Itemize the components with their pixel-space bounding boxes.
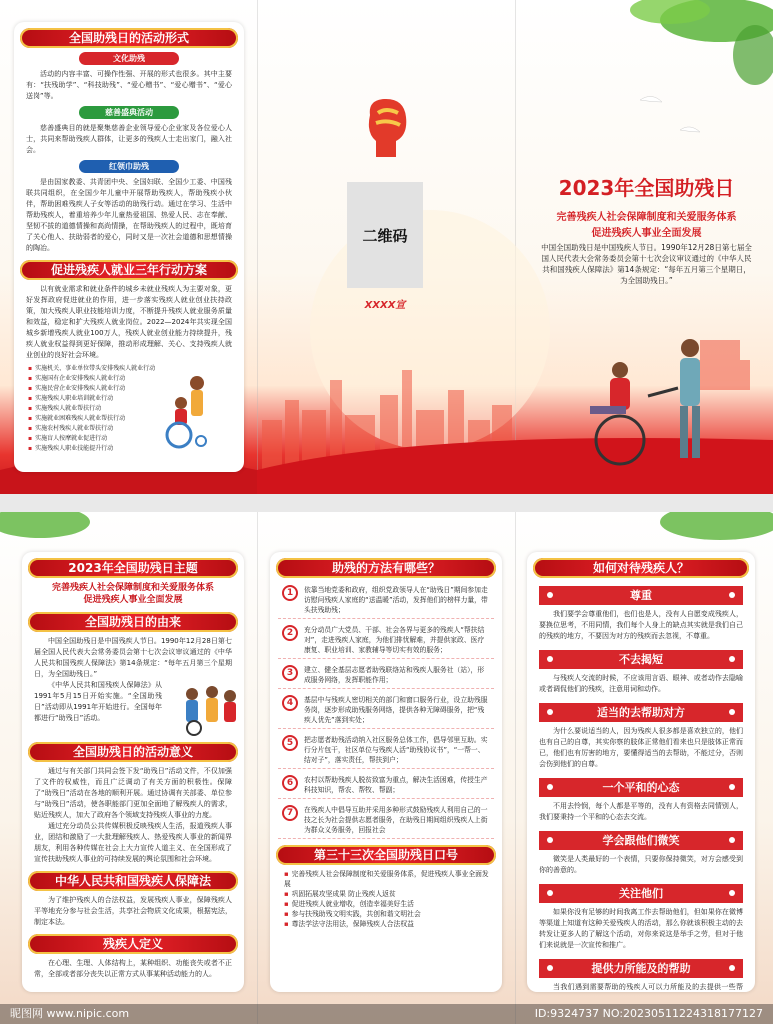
section-title: 全国助残日的由来 [28, 612, 238, 632]
fist-logo-icon [360, 95, 412, 165]
paragraph: 以有就业需求和就业条件的城乡未就业残疾人为主要对象，更好发挥政府促进就业的作用，进一步落实残疾人就业创业扶持政策，加大残疾人职业技能培训力度，不断提升残疾人就业服务质量和效益，稳定和扩大残疾人就业岗位。2022—2024年共实现全国城乡新增残疾人就业100万人，残疾人就业创业能力持续提升，残疾人就业权益得到更好保障，推动形成理解、关心、支持残疾人就业创业的良好社会环境。 [26, 285, 232, 359]
section-title: 残疾人定义 [28, 934, 238, 954]
family-illustration [174, 680, 244, 736]
wheelchair-helper-illustration [550, 336, 750, 486]
section-title: 第三十三次全国助残日口号 [276, 845, 496, 865]
subsection-heading: 不去揭短 [539, 650, 743, 669]
subsection-pill: 文化助残 [79, 52, 179, 65]
step-text: 充分动员广大党员、干部、社会各界与更多的残疾人“帮扶结对”，走进残疾人家庭，为他们排忧解难，并提供家政、医疗康复、职业培训、家教辅导等切实有效的服务； [304, 626, 485, 654]
section-title: 2023年全国助残日主题 [28, 558, 238, 578]
method-item [278, 802, 494, 839]
paragraph: 在心理、生理、人体结构上，某种组织、功能丧失或者不正常，全部或者部分丧失以正常方式从事某种活动能力的人。 [34, 959, 232, 978]
watermark-left: 昵图网 www.nipic.com [10, 1007, 130, 1020]
step-text: 基层中与残疾人密切相关的部门和窗口服务行业，设立助残服务岗，逐步形成助残服务网络，提供各种无障碍服务，把“残疾人优先”落到实处； [304, 696, 488, 724]
treatment-panel [527, 552, 755, 992]
list-item: ▪ 实施就业困难残疾人就业帮扶行动 [28, 414, 155, 424]
theme-panel [22, 552, 244, 992]
qr-code-placeholder: 二维码 [347, 182, 423, 288]
section-title: 全国助残日的活动意义 [28, 742, 238, 762]
list-item: ▪ 实施残疾人职业技能提升行动 [28, 444, 155, 454]
wheelchair-illustration [161, 369, 221, 449]
step-number: 6 [282, 775, 298, 791]
paragraph: 为什么要说适当的人，因为残疾人很多都是喜欢独立的，他们也有自己的自尊，其实你察的肢体正常他们看来也只是肢体正常而已，他们也有厉害的地方，要懂得适当的去帮助，不能过分，否则会伤到他们的自尊。 [539, 727, 743, 768]
slogan-list [270, 869, 502, 929]
paragraph: 通过充分动员公共传媒积极反映残疾人生活，报道残疾人事业，团结和激励了一大批理解残疾人、热爱残疾人事业的新闻界朋友，利用各种传媒在社会上大力宣传人道主义、在全国形成了宣传扶助残疾人事业的可持续发展的舆论氛围和社会环境。 [34, 822, 232, 863]
step-number: 3 [282, 665, 298, 681]
step-text: 把志愿者助残活动纳入社区服务总体工作，倡导邻里互助。实行分片包干，社区单位与残疾人活“助残协议书”，“一帮一、结对子”，落实责任，帮扶到户； [304, 736, 488, 764]
fold-line [257, 512, 258, 1024]
paragraph: 我们要学会尊重他们，也们也是人，没有人自愿变成残疾人，要换位思考，不用同情，我们每个人身上的缺点其实就是我们自己的残疾的地方，不要因为对方的残疾而去忽视，不尊重。 [539, 610, 743, 640]
step-number: 7 [282, 805, 298, 821]
organization-label: XXXX宣 [364, 300, 406, 311]
subsection-heading: 提供力所能及的帮助 [539, 959, 743, 978]
list-item: ▪ 实施农村残疾人就业帮扶行动 [28, 424, 155, 434]
section-title: 中华人民共和国残疾人保障法 [28, 871, 238, 891]
list-item: ▪ 实施残疾人职业培训就业行动 [28, 394, 155, 404]
subsection-pill: 慈善盛典活动 [79, 106, 179, 119]
method-item [278, 582, 494, 619]
paragraph: 是由国家教委、共青团中央、全国妇联、全国少工委、中国残联共同组织，在全国少年儿童中开展帮助残疾人，帮助残疾小伙伴，帮助困难残疾人子女等活动的助残行动。通过在学习、生活中帮助残疾人，着重培养少年儿童热爱祖国、热爱人民、志在奉献、坚韧不拔的道德情操和高尚情操，在帮助残疾人的过程中，既培育了关心他人、扶助弱者的爱心，同时又是一次社会道德和思想情操的陶冶。 [26, 178, 232, 252]
leaves-doves-graphic [520, 0, 773, 140]
subsection-heading: 适当的去帮助对方 [539, 703, 743, 722]
method-item [278, 732, 494, 769]
section-title: 全国助残日的活动形式 [20, 28, 238, 48]
method-item [278, 622, 494, 659]
step-text: 依靠当地党委和政府，组织党政领导人在“助残日”期间参加走访慰问残疾人家庭的“送温暖”活动，发挥他们的榜样力量，带头扶残助残； [304, 586, 488, 614]
method-item [278, 772, 494, 799]
slogan-item: ▪ 巩固拓展攻坚成果 防止残疾人返贫 [284, 889, 494, 899]
paragraph: 为了维护残疾人的合法权益，发展残疾人事业，保障残疾人平等地充分参与社会生活，共享社会物质文化成果，根据宪法，制定本法。 [34, 896, 232, 926]
brochure-inside [0, 512, 773, 1024]
cover-subtitle: 促进残疾人事业全面发展 [591, 228, 702, 239]
step-number: 1 [282, 585, 298, 601]
watermark-right: ID:9324737 NO:20230511224318177127 [534, 1007, 763, 1020]
slogan-item: ▪ 参与扶残助残文明实践，共创和谐文明社会 [284, 909, 494, 919]
subsection-pill: 红领巾助残 [79, 160, 179, 173]
section-title: 如何对待残疾人？ [533, 558, 749, 578]
brochure-outside [0, 0, 773, 494]
activity-forms-panel [14, 22, 244, 472]
cover-title: 2023年全国助残日 [558, 176, 735, 200]
step-number: 5 [282, 735, 298, 751]
methods-panel [270, 552, 502, 992]
cover-intro-text: 中国全国助残日是中国残疾人节日。1990年12月28日第七届全国人民代表大会常务委员会第十七次会议审议通过的《中华人民共和国残疾人保障法》第14条规定：“每年五月第三个星期日，为全国助残日。” [541, 243, 752, 285]
paragraph: 如果你没有足够的时间我离工作去帮助他们，但如果你在微博等渠道上知道有这种关爱残疾人的活动，那么你就该积极主动的去转发让更多人的了解这个活动，对你来说这是举手之劳，但对于他们来说就是一次宣传和推广。 [539, 908, 743, 949]
section-title: 促进残疾人就业三年行动方案 [20, 260, 238, 280]
subsection-heading: 关注他们 [539, 884, 743, 903]
step-number: 2 [282, 625, 298, 641]
list-item: ▪ 实施国有企业安排残疾人就业行动 [28, 374, 155, 384]
paragraph: 当我们遇到需要帮助的残疾人可以力所能及的去提供一些帮 [553, 983, 743, 991]
paragraph: 中国全国助残日是中国残疾人节日。1990年12月28日第七届全国人民代表大会常务委员会第十七次会议审议通过的《中华人民共和国残疾人保障法》第14条规定：“每年五月第三个星期日，为全国助残日。” [34, 637, 232, 678]
list-item: ▪ 实施机关、事业单位带头安排残疾人就业行动 [28, 364, 155, 374]
slogan-item: ▪ 完善残疾人社会保障制度和关爱服务体系，促进残疾人事业全面发展 [284, 869, 494, 889]
list-item: ▪ 实施盲人按摩就业促进行动 [28, 434, 155, 444]
list-item: ▪ 实施残疾人就业帮扶行动 [28, 404, 155, 414]
paragraph: 不用去怜悯，每个人都是平等的，没有人有资格去同情别人，我们要秉持一个平和的心态去交流。 [539, 802, 743, 821]
step-text: 农村以帮助残疾人脱贫致富为重点，解决生活困难，传授生产科技知识，帮农、帮牧、帮副； [304, 776, 488, 794]
paragraph: 微笑是人类最好的一个表情，只要你保持微笑，对方会感受到你的善意的。 [539, 855, 743, 874]
cover-subtitle: 完善残疾人社会保障制度和关爱服务体系 [556, 212, 737, 223]
step-number: 4 [282, 695, 298, 711]
watermark-bar [0, 1004, 773, 1024]
slogan-item: ▪ 促进残疾人就业增收，创造幸福美好生活 [284, 899, 494, 909]
fold-line [515, 512, 516, 1024]
paragraph: 慈善盛典目的就是聚集慈善企业领导爱心企业家及各位爱心人士，共同来帮助残疾人群体，让更多的残疾人士走出家门，融入社会。 [26, 124, 232, 154]
step-text: 建立、健全基层志愿者助残联络站和残疾人服务社（站），形成服务网络，发挥职能作用； [304, 666, 485, 684]
paragraph: 与残疾人交流的时候，不应该用言语、眼神、或者动作去隐喻或者调侃他们的残疾，注意用词和动作。 [539, 674, 743, 693]
subsection-heading: 一个平和的心态 [539, 778, 743, 797]
method-item [278, 662, 494, 689]
step-text: 在残疾人中倡导互助并采用多种形式鼓励残疾人利用自己的一技之长为社会提供志愿者服务，在助残日期间组织残疾人上街为群众义务服务，回报社会 [304, 806, 488, 834]
action-list [14, 364, 155, 454]
paragraph: 活动的内容丰富、可操作性强、开展的形式也很多。其中主要有：“扶残助学”、“科技助残”、“爱心赠书”、“爱心赠书”、“爱心送岗”等。 [26, 70, 232, 100]
subsection-heading: 尊重 [539, 586, 743, 605]
slogan-item: ▪ 尊法学法守法用法，保障残疾人合法权益 [284, 919, 494, 929]
subsection-heading: 学会跟他们微笑 [539, 831, 743, 850]
section-title: 助残的方法有哪些？ [276, 558, 496, 578]
method-item [278, 692, 494, 729]
paragraph: 《中华人民共和国残疾人保障法》从1991年5月15日开始实施。“全国助残日”活动即从1991年开始进行。全国每年都进行“助残日”活动。 [34, 681, 162, 722]
theme-line: 完善残疾人社会保障制度和关爱服务体系 [51, 583, 214, 593]
paragraph: 通过与有关部门共同会签下发“助残日”活动文件，不仅加强了文件的权威性，而且广泛调动了有关方面的积极性。保障了“助残日”活动在各地的顺利开展。通过协调有关部委、单位参与“助残日”活动，使各职能部门更加全面地了解残疾人的需求，贴近残疾人，加大了政府各个领域支持残疾人事业的力度。 [34, 767, 232, 819]
theme-line: 促进残疾人事业全面发展 [83, 595, 183, 605]
list-item: ▪ 实施民营企业安排残疾人就业行动 [28, 384, 155, 394]
